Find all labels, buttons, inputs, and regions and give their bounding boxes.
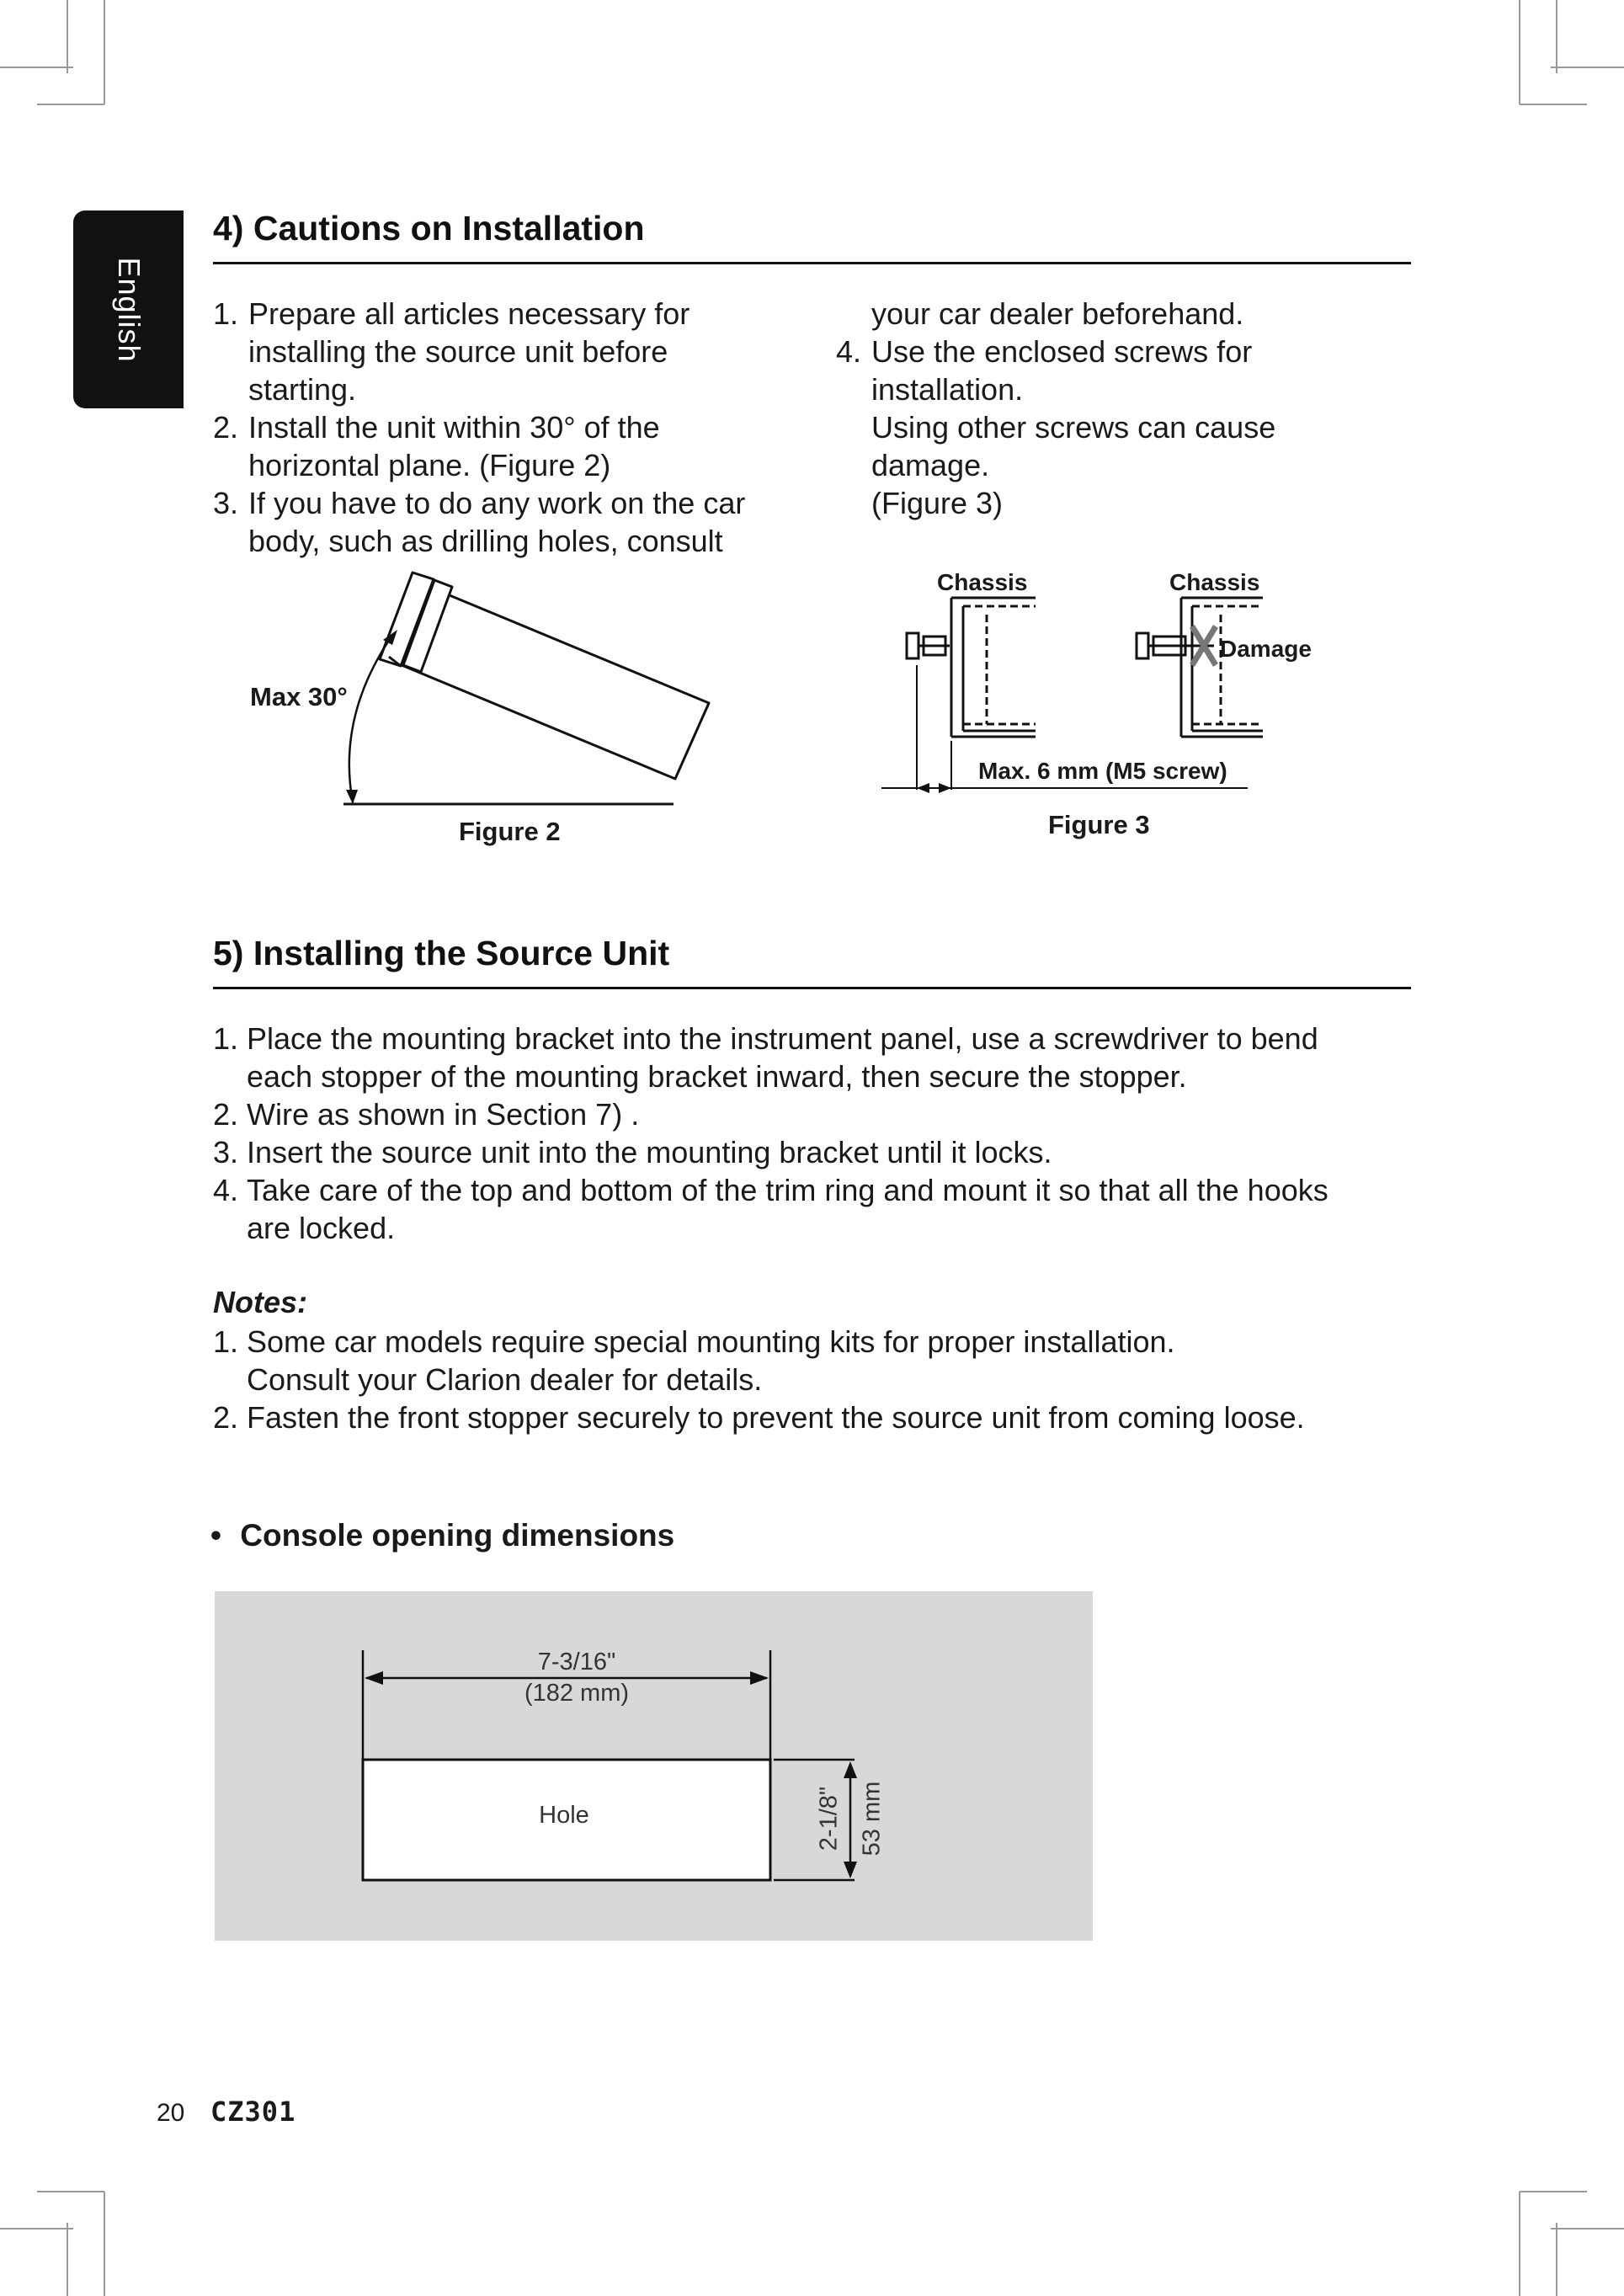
hole-label: Hole [539,1802,589,1829]
list-item: 2. Wire as shown in Section 7) . [213,1097,640,1132]
language-tab [73,210,184,408]
list-item: 1. Prepare all articles necessary for installing the source unit before starting. [213,296,690,407]
notes-heading: Notes: [213,1285,308,1319]
list-item: 4. Take care of the top and bottom of the trim ring and mount it so that all the hooks are locked. [213,1173,1328,1245]
section4-right-list [836,333,1425,522]
figure3-dimension-label: Max. 6 mm (M5 screw) [978,758,1227,784]
width-metric: (182 mm) [524,1680,630,1707]
figure3-damage-label: Damage [1220,636,1312,662]
figure3-caption: Figure 3 [1048,810,1150,839]
section5-rule [213,987,1411,989]
height-metric: 53 mm [858,1781,886,1857]
section4-continuation: your car dealer beforehand. [871,296,1244,331]
console-heading: • Console opening dimensions [210,1518,675,1553]
list-item: 1. Place the mounting bracket into the instrument panel, use a screwdriver to bend each stopper of the mounting bracket inward, then secure the stopper. [213,1021,1318,1094]
list-item: 2. Install the unit within 30° of the horizontal plane. (Figure 2) [213,410,660,482]
list-item: 1. Some car models require special mounting kits for proper installation. Consult your Clarion dealer for details. [213,1324,1175,1397]
notes-list [213,1323,1434,1436]
language-tab-label: English [111,256,146,363]
console-diagram [215,1591,1093,1941]
bullet-icon: • [210,1518,221,1553]
width-imperial: 7-3/16" [537,1649,616,1675]
section5-list [213,1020,1434,1247]
height-imperial: 2-1/8" [815,1786,843,1851]
list-item: 4. Use the enclosed screws for installation. Using other screws can cause damage. (Figure 3) [836,334,1276,520]
page-number: 20 [157,2099,185,2127]
section4-left-list [213,295,802,560]
list-item: 3. Insert the source unit into the mounting bracket until it locks. [213,1135,1052,1169]
figure2-caption: Figure 2 [459,817,561,846]
figure3-chassis-left: Chassis [937,569,1028,595]
figure2-angle-label: Max 30° [250,682,348,711]
list-item: 3. If you have to do any work on the car body, such as drilling holes, consult [213,486,746,558]
section4-title: 4) Cautions on Installation [213,209,645,248]
section5-title: 5) Installing the Source Unit [213,934,670,972]
list-item: 2. Fasten the front stopper securely to prevent the source unit from coming loose. [213,1400,1305,1435]
figure3-chassis-right: Chassis [1169,569,1260,595]
section4-rule [213,262,1411,264]
model-logo: CZ301 [210,2096,296,2128]
